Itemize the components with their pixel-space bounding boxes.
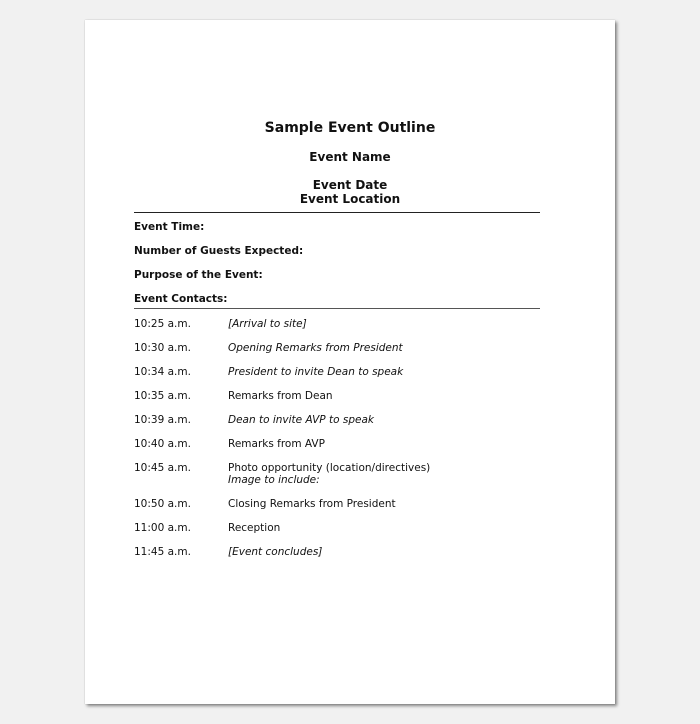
schedule-activity: Dean to invite AVP to speak — [228, 414, 374, 426]
schedule-time: 10:45 a.m. — [134, 462, 191, 474]
document-page — [85, 20, 615, 704]
divider-top — [134, 212, 540, 213]
event-location: Event Location — [299, 192, 401, 206]
schedule-activity: [Event concludes] — [228, 546, 323, 558]
event-date: Event Date — [312, 178, 388, 192]
schedule-activity: Remarks from AVP — [228, 438, 325, 450]
event-name: Event Name — [309, 150, 391, 164]
schedule-activity: Closing Remarks from President — [228, 498, 396, 510]
schedule-activity: Reception — [228, 522, 281, 534]
schedule-activity: President to invite Dean to speak — [228, 366, 404, 378]
schedule-activity-note: Image to include: — [228, 474, 320, 486]
schedule-time: 10:30 a.m. — [134, 342, 191, 354]
schedule-time: 11:00 a.m. — [134, 522, 191, 534]
schedule-time: 10:39 a.m. — [134, 414, 191, 426]
schedule-activity: Photo opportunity (location/directives) — [228, 462, 431, 474]
divider-bottom — [134, 308, 540, 309]
document-title: Sample Event Outline — [264, 120, 436, 136]
schedule-time: 11:45 a.m. — [134, 546, 191, 558]
schedule-time: 10:35 a.m. — [134, 390, 191, 402]
schedule-time: 10:25 a.m. — [134, 318, 191, 330]
field-purpose: Purpose of the Event: — [134, 269, 263, 281]
field-event-time: Event Time: — [134, 221, 205, 233]
schedule-activity: Remarks from Dean — [228, 390, 333, 402]
schedule-activity: [Arrival to site] — [228, 318, 307, 330]
schedule-activity: Opening Remarks from President — [228, 342, 403, 354]
schedule-time: 10:50 a.m. — [134, 498, 191, 510]
field-guests-expected: Number of Guests Expected: — [134, 245, 304, 257]
schedule-time: 10:40 a.m. — [134, 438, 191, 450]
schedule-time: 10:34 a.m. — [134, 366, 191, 378]
field-contacts: Event Contacts: — [134, 293, 228, 305]
